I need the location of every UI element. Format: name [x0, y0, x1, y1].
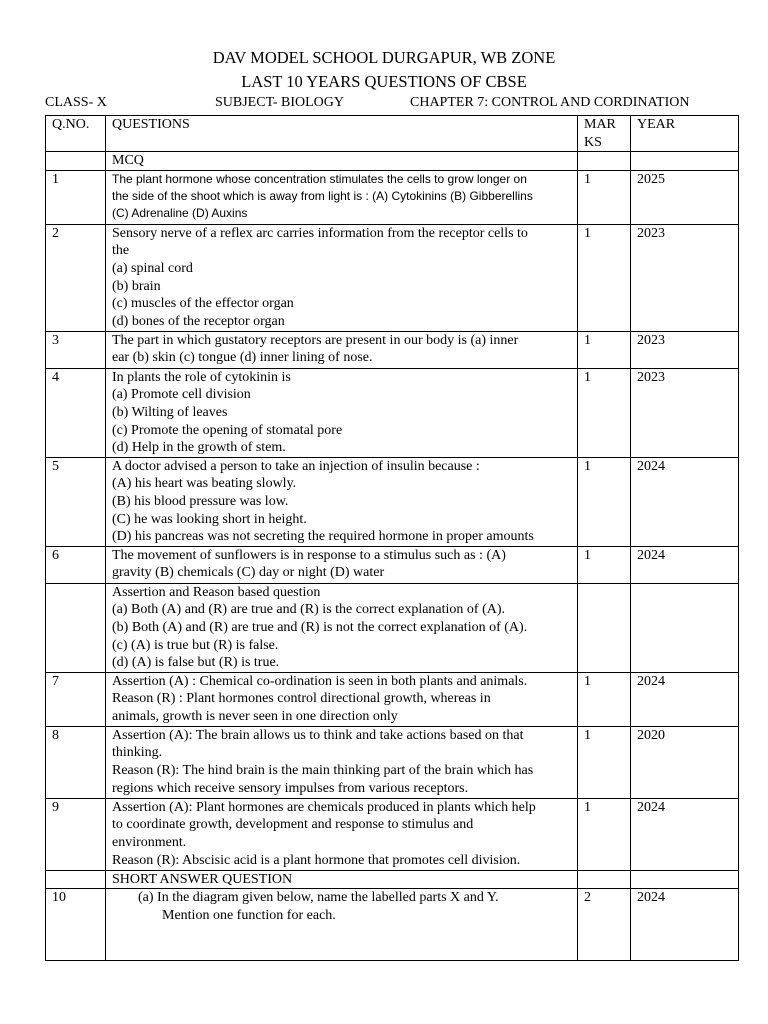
section-title: SHORT ANSWER QUESTION [106, 870, 578, 889]
question-marks: 1 [578, 798, 631, 870]
question-number: 9 [46, 798, 106, 870]
table-row [46, 170, 739, 224]
questions-table [45, 115, 739, 961]
question-number: 2 [46, 224, 106, 331]
table-row [46, 889, 739, 961]
question-marks: 1 [578, 331, 631, 368]
table-row [46, 546, 739, 583]
question-number: 6 [46, 546, 106, 583]
school-name: DAV MODEL SCHOOL DURGAPUR, WB ZONE [212, 48, 556, 67]
table-row [46, 331, 739, 368]
question-year: 2024 [631, 798, 739, 870]
question-number: 1 [46, 170, 106, 224]
header-qno: Q.NO. [46, 116, 106, 152]
table-row [46, 726, 739, 798]
question-number: 7 [46, 672, 106, 726]
section-row-short-answer [46, 870, 739, 889]
question-year: 2025 [631, 170, 739, 224]
question-text: The part in which gustatory receptors are present in our body is (a) inner ear (b) skin (c) tongue (d) inner lining of nose. [106, 331, 578, 368]
question-text: A doctor advised a person to take an injection of insulin because : (A) his heart was beating slowly. (B) his blood pressure was low. (C) he was looking short in height. (D) his pancreas was not secreting the required hormone in proper amounts [106, 457, 578, 546]
question-marks: 1 [578, 546, 631, 583]
section-row-assertion-reason [46, 583, 739, 672]
header-questions: QUESTIONS [106, 116, 578, 152]
question-year: 2024 [631, 889, 739, 961]
question-number: 4 [46, 368, 106, 457]
question-marks: 1 [578, 672, 631, 726]
question-text: Assertion (A) : Chemical co-ordination is seen in both plants and animals. Reason (R) : Plant hormones control directional growth, whereas in animals, growth is never seen in one direction only [106, 672, 578, 726]
question-text: (a) In the diagram given below, name the labelled parts X and Y. Mention one function for each. [106, 889, 578, 961]
table-header-row [46, 116, 739, 152]
question-number: 5 [46, 457, 106, 546]
question-text: The plant hormone whose concentration stimulates the cells to grow longer on the side of the shoot which is away from light is : (A) Cytokinins (B) Gibberellins (C) Adrenaline (D) Auxins [106, 170, 578, 224]
table-row [46, 457, 739, 546]
page-subtitle: LAST 10 YEARS QUESTIONS OF CBSE [241, 72, 527, 91]
question-marks: 1 [578, 224, 631, 331]
question-year: 2024 [631, 672, 739, 726]
section-row-mcq [46, 152, 739, 171]
question-marks: 1 [578, 457, 631, 546]
question-text: In plants the role of cytokinin is (a) Promote cell division (b) Wilting of leaves (c) Promote the opening of stomatal pore (d) Help in the growth of stem. [106, 368, 578, 457]
question-number: 10 [46, 889, 106, 961]
header-marks: MAR KS [578, 116, 631, 152]
table-row [46, 368, 739, 457]
question-marks: 1 [578, 726, 631, 798]
table-row [46, 224, 739, 331]
table-row [46, 798, 739, 870]
section-title: MCQ [106, 152, 578, 171]
question-year: 2023 [631, 331, 739, 368]
header-year: YEAR [631, 116, 739, 152]
question-text: Assertion (A): Plant hormones are chemicals produced in plants which help to coordinate growth, development and response to stimulus and environment. Reason (R): Abscisic acid is a plant hormone that promotes cell division. [106, 798, 578, 870]
question-year: 2023 [631, 368, 739, 457]
question-number: 3 [46, 331, 106, 368]
question-text: Sensory nerve of a reflex arc carries information from the receptor cells to the (a) spinal cord (b) brain (c) muscles of the effector organ (d) bones of the receptor organ [106, 224, 578, 331]
question-marks: 2 [578, 889, 631, 961]
question-year: 2020 [631, 726, 739, 798]
question-year: 2024 [631, 457, 739, 546]
section-instructions: Assertion and Reason based question (a) Both (A) and (R) are true and (R) is the correct explanation of (A). (b) Both (A) and (R) are true and (R) is not the correct explanation of (A). (c) (A) is true but (R) is false. (d) (A) is false but (R) is true. [106, 583, 578, 672]
question-marks: 1 [578, 170, 631, 224]
question-year: 2024 [631, 546, 739, 583]
chapter-label: CHAPTER 7: CONTROL AND CORDINATION [410, 95, 690, 110]
question-marks: 1 [578, 368, 631, 457]
question-number: 8 [46, 726, 106, 798]
question-text: The movement of sunflowers is in response to a stimulus such as : (A) gravity (B) chemicals (C) day or night (D) water [106, 546, 578, 583]
subject-label: SUBJECT- BIOLOGY [215, 95, 344, 110]
class-label: CLASS- X [45, 95, 107, 110]
question-text: Assertion (A): The brain allows us to think and take actions based on that thinking. Reason (R): The hind brain is the main thinking part of the brain which has regions which receive sensory impulses from various receptors. [106, 726, 578, 798]
question-year: 2023 [631, 224, 739, 331]
table-row [46, 672, 739, 726]
